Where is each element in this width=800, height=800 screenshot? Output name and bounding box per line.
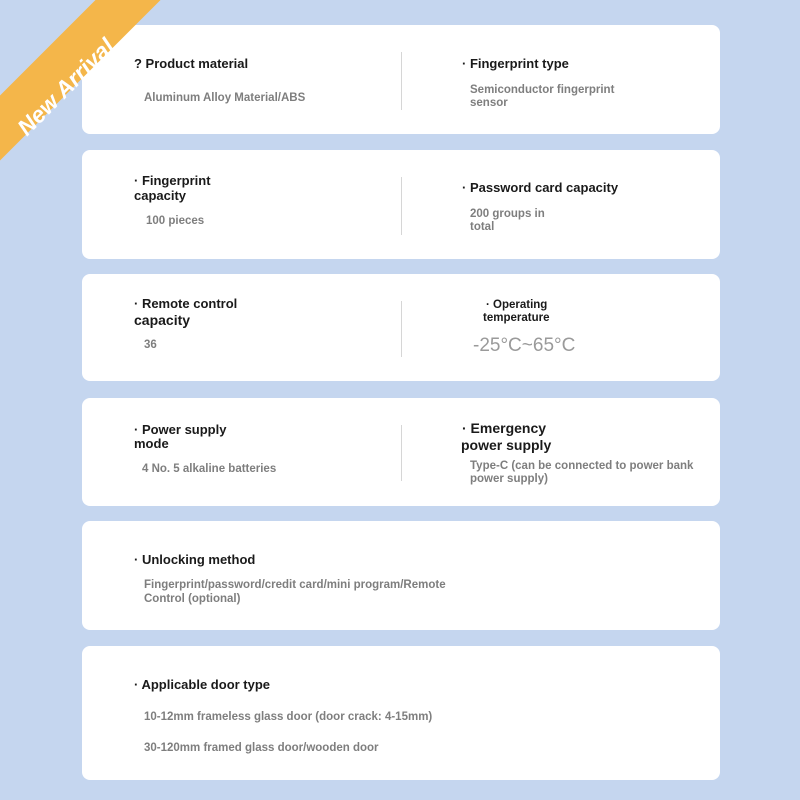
- emergency-power-supply-value-line1: Type-C (can be connected to power bank: [470, 460, 694, 472]
- applicable-door-type-value-line2: 30-120mm framed glass door/wooden door: [144, 742, 379, 754]
- product-material-value: Aluminum Alloy Material/ABS: [144, 92, 306, 104]
- emergency-power-supply-label-line1: · Emergency: [462, 420, 547, 436]
- fingerprint-type-value-line2: sensor: [470, 97, 508, 109]
- ribbon-band: [0, 0, 200, 184]
- password-card-capacity-label: · Password card capacity: [462, 180, 619, 195]
- card-divider: [401, 52, 402, 110]
- remote-control-capacity-label-line2: capacity: [134, 312, 191, 328]
- emergency-power-supply-label-line2: power supply: [461, 437, 552, 453]
- fingerprint-type-label: · Fingerprint type: [462, 56, 569, 71]
- fingerprint-capacity-label-line2: capacity: [134, 188, 187, 203]
- unlocking-method-value-line1: Fingerprint/password/credit card/mini program/Remote: [144, 579, 446, 591]
- operating-temperature-label-line1: · Operating: [486, 299, 548, 311]
- new-arrival-ribbon: [0, 0, 200, 200]
- new-arrival-badge-text: New Arrival: [12, 33, 120, 141]
- fingerprint-capacity-label-line1: · Fingerprint: [134, 173, 211, 188]
- spec-card-applicable-door-type: [82, 646, 720, 780]
- unlocking-method-value-line2: Control (optional): [144, 593, 241, 605]
- password-card-capacity-value-line1: 200 groups in: [470, 208, 545, 220]
- applicable-door-type-label: · Applicable door type: [134, 677, 271, 692]
- spec-card-power-supply: [82, 398, 720, 506]
- power-supply-mode-value: 4 No. 5 alkaline batteries: [142, 463, 277, 475]
- password-card-capacity-value-line2: total: [470, 221, 495, 233]
- operating-temperature-label-line2: temperature: [483, 312, 550, 324]
- card-divider: [401, 301, 402, 357]
- power-supply-mode-label-line2: mode: [134, 436, 169, 451]
- fingerprint-capacity-value: 100 pieces: [146, 215, 205, 227]
- operating-temperature-value: -25°C~65°C: [473, 335, 576, 356]
- card-divider: [401, 425, 402, 481]
- remote-control-capacity-value: 36: [144, 339, 157, 351]
- remote-control-capacity-label-line1: · Remote control: [134, 296, 238, 311]
- unlocking-method-label: · Unlocking method: [134, 552, 256, 567]
- spec-card-unlocking-method: [82, 521, 720, 630]
- spec-card-remote-temperature: [82, 274, 720, 381]
- card-divider: [401, 177, 402, 235]
- product-material-label: ? Product material: [134, 56, 249, 71]
- power-supply-mode-label-line1: · Power supply: [134, 422, 227, 437]
- applicable-door-type-value-line1: 10-12mm frameless glass door (door crack: 4-15mm): [144, 711, 433, 723]
- emergency-power-supply-value-line2: power supply): [470, 473, 548, 485]
- fingerprint-type-value-line1: Semiconductor fingerprint: [470, 84, 615, 96]
